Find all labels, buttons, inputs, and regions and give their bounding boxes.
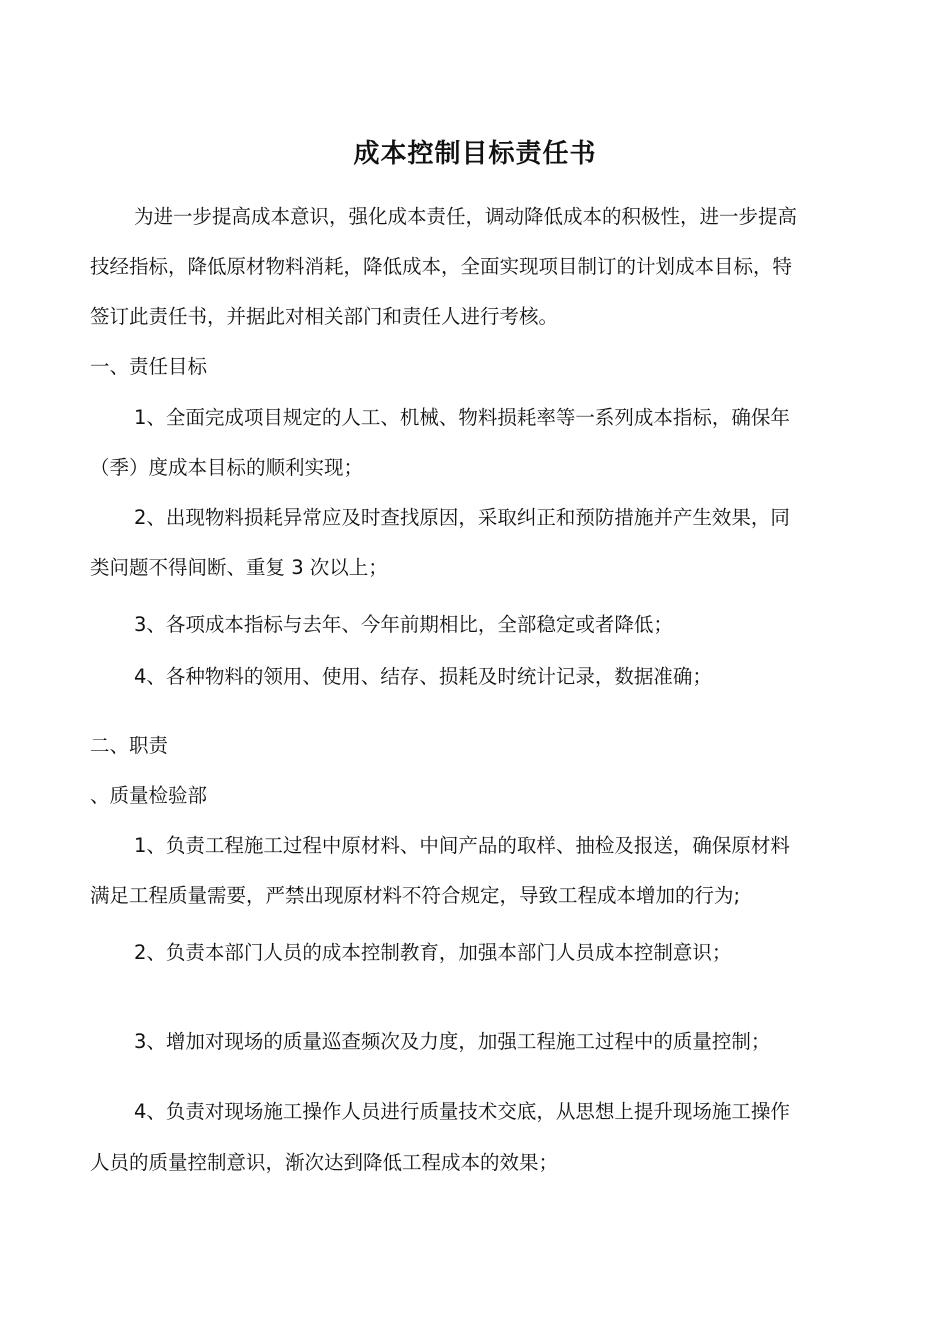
document-title: 成本控制目标责任书	[353, 139, 597, 169]
intro-line-2: 技经指标，降低原材物料消耗，降低成本，全面实现项目制订的计划成本目标，特	[90, 255, 793, 278]
section2-item-1-line-2: 满足工程质量需要，严禁出现原材料不符合规定，导致工程成本增加的行为;	[90, 884, 741, 907]
section2-item-2: 2、负责本部门人员的成本控制教育，加强本部门人员成本控制意识；	[134, 941, 732, 964]
section2-heading: 二、职责	[90, 734, 169, 757]
section1-item-3: 3、各项成本指标与去年、今年前期相比，全部稳定或者降低；	[134, 613, 673, 636]
section1-heading: 一、责任目标	[90, 355, 208, 378]
section1-item-1-line-2: （季）度成本目标的顺利实现；	[90, 456, 364, 479]
section2-item-4-line-1: 4、负责对现场施工操作人员进行质量技术交底，从思想上提升现场施工操作	[134, 1100, 790, 1123]
section1-item-4: 4、各种物料的领用、使用、结存、损耗及时统计记录，数据准确；	[134, 665, 712, 688]
section2-item-3: 3、增加对现场的质量巡查频次及力度，加强工程施工过程中的质量控制；	[134, 1030, 771, 1053]
intro-line-3: 签订此责任书，并据此对相关部门和责任人进行考核。	[90, 305, 559, 328]
section1-item-2-line-1: 2、出现物料损耗异常应及时查找原因，采取纠正和预防措施并产生效果，同	[134, 506, 790, 529]
intro-line-1: 为进一步提高成本意识，强化成本责任，调动降低成本的积极性，进一步提高	[134, 205, 798, 228]
section2-item-1-line-1: 1、负责工程施工过程中原材料、中间产品的取样、抽检及报送，确保原材料	[134, 834, 790, 857]
section2-item-4-line-2: 人员的质量控制意识，渐次达到降低工程成本的效果；	[90, 1151, 559, 1174]
section2-subheading: 、质量检验部	[90, 784, 208, 807]
section1-item-2-line-2: 类问题不得间断、重复 3 次以上；	[90, 556, 388, 579]
section1-item-1-line-1: 1、全面完成项目规定的人工、机械、物料损耗率等一系列成本指标，确保年	[134, 406, 790, 429]
